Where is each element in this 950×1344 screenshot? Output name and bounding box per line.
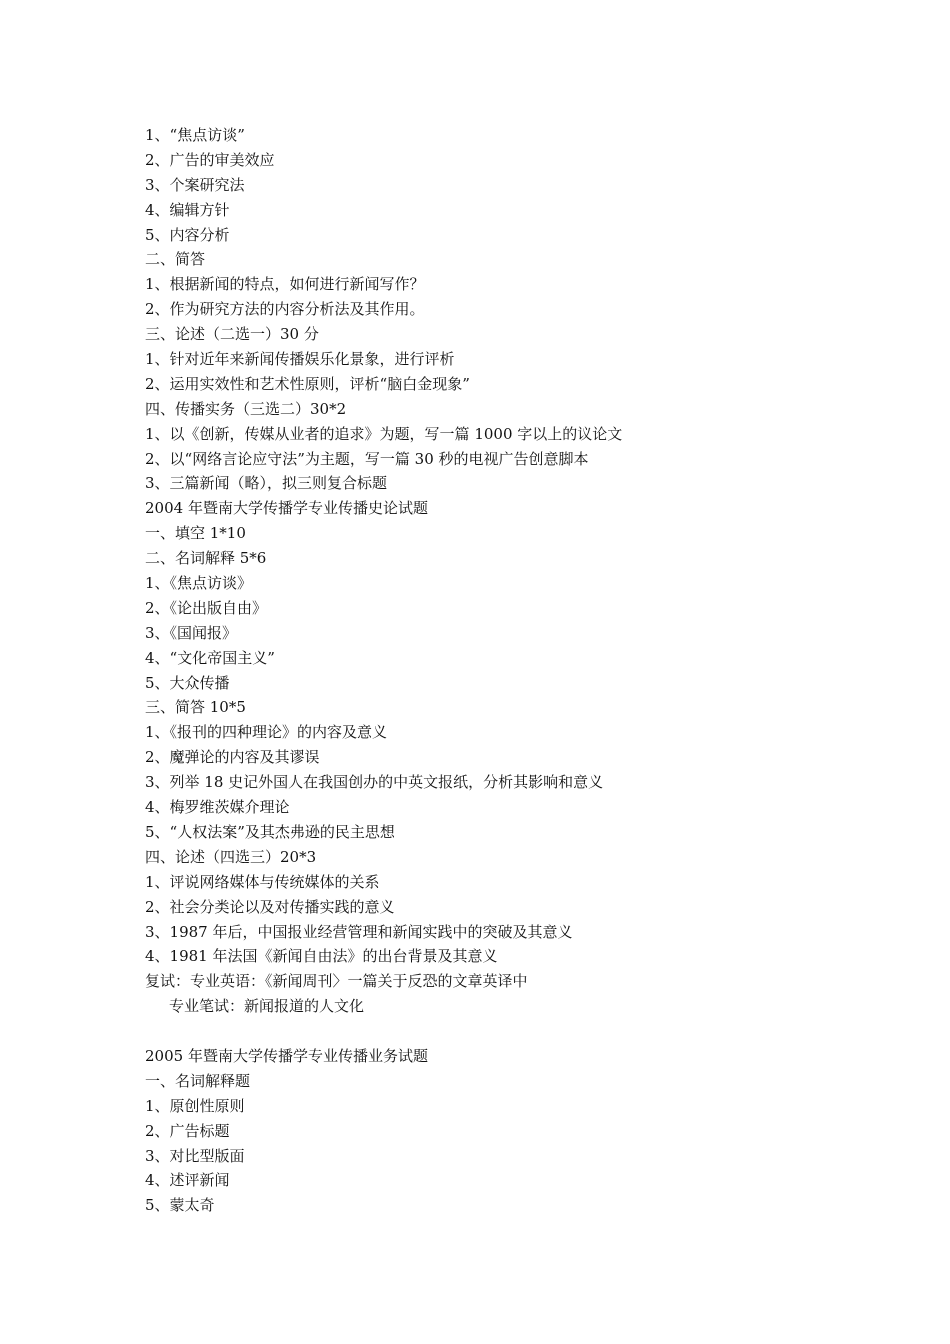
section-heading: 三、论述（二选一）30 分 — [145, 325, 319, 344]
text-line: 2、以“网络言论应守法”为主题，写一篇 30 秒的电视广告创意脚本 — [145, 449, 589, 468]
text-line: 5、内容分析 — [145, 225, 230, 244]
text-line: 2、运用实效性和艺术性原则，评析“脑白金现象” — [145, 374, 470, 393]
text-line: 4、编辑方针 — [145, 200, 230, 219]
section-heading: 四、传播实务（三选二）30*2 — [145, 399, 347, 418]
section-heading: 一、填空 1*10 — [145, 524, 246, 543]
text-line: 2、广告的审美效应 — [145, 150, 275, 169]
text-line: 3、对比型版面 — [145, 1146, 245, 1165]
text-line: 1、以《创新，传媒从业者的追求》为题，写一篇 1000 字以上的议论文 — [145, 424, 623, 443]
text-line: 2、《论出版自由》 — [145, 598, 268, 617]
section-heading: 一、名词解释题 — [145, 1071, 251, 1090]
text-line: 4、述评新闻 — [145, 1171, 230, 1190]
section-heading: 三、简答 10*5 — [145, 698, 246, 717]
section-heading: 四、论述（四选三）20*3 — [145, 847, 317, 866]
exam-title: 2005 年暨南大学传播学专业传播业务试题 — [145, 1046, 428, 1065]
text-line: 5、“人权法案”及其杰弗逊的民主思想 — [145, 822, 395, 841]
text-line: 1、《报刊的四种理论》的内容及意义 — [145, 723, 388, 742]
text-line: 3、1987 年后，中国报业经营管理和新闻实践中的突破及其意义 — [145, 922, 573, 941]
text-line: 2、魔弹论的内容及其谬误 — [145, 748, 320, 767]
text-line: 3、个案研究法 — [145, 175, 245, 194]
text-line: 2、社会分类论以及对传播实践的意义 — [145, 897, 395, 916]
text-line: 4、梅罗维茨媒介理论 — [145, 798, 290, 817]
document-body — [145, 123, 845, 1218]
text-line: 4、“文化帝国主义” — [145, 648, 275, 667]
text-line: 2、广告标题 — [145, 1121, 230, 1140]
text-line: 1、评说网络媒体与传统媒体的关系 — [145, 872, 380, 891]
text-line: 1、根据新闻的特点，如何进行新闻写作？ — [145, 275, 425, 294]
section-heading: 二、简答 — [145, 250, 206, 269]
text-line: 5、大众传播 — [145, 673, 230, 692]
text-line: 1、针对近年来新闻传播娱乐化景象，进行评析 — [145, 350, 455, 369]
text-line: 1、原创性原则 — [145, 1096, 245, 1115]
text-line: 1、《焦点访谈》 — [145, 574, 253, 593]
text-line: 2、作为研究方法的内容分析法及其作用。 — [145, 300, 425, 319]
text-line: 1、“焦点访谈” — [145, 126, 245, 144]
text-line: 复试：专业英语：《新闻周刊〉一篇关于反恐的文章英译中 — [145, 972, 528, 991]
text-line: 3、三篇新闻（略），拟三则复合标题 — [145, 474, 388, 493]
text-line: 3、《国闻报》 — [145, 623, 238, 642]
blank-line — [145, 1019, 845, 1044]
text-line: 4、1981 年法国《新闻自由法》的出台背景及其意义 — [145, 947, 498, 966]
exam-title: 2004 年暨南大学传播学专业传播史论试题 — [145, 499, 428, 518]
section-heading: 二、名词解释 5*6 — [145, 549, 267, 568]
text-line-indented: 专业笔试：新闻报道的人文化 — [169, 997, 365, 1016]
text-line: 5、蒙太奇 — [145, 1196, 215, 1215]
text-line: 3、列举 18 史记外国人在我国创办的中英文报纸，分析其影响和意义 — [145, 773, 604, 792]
